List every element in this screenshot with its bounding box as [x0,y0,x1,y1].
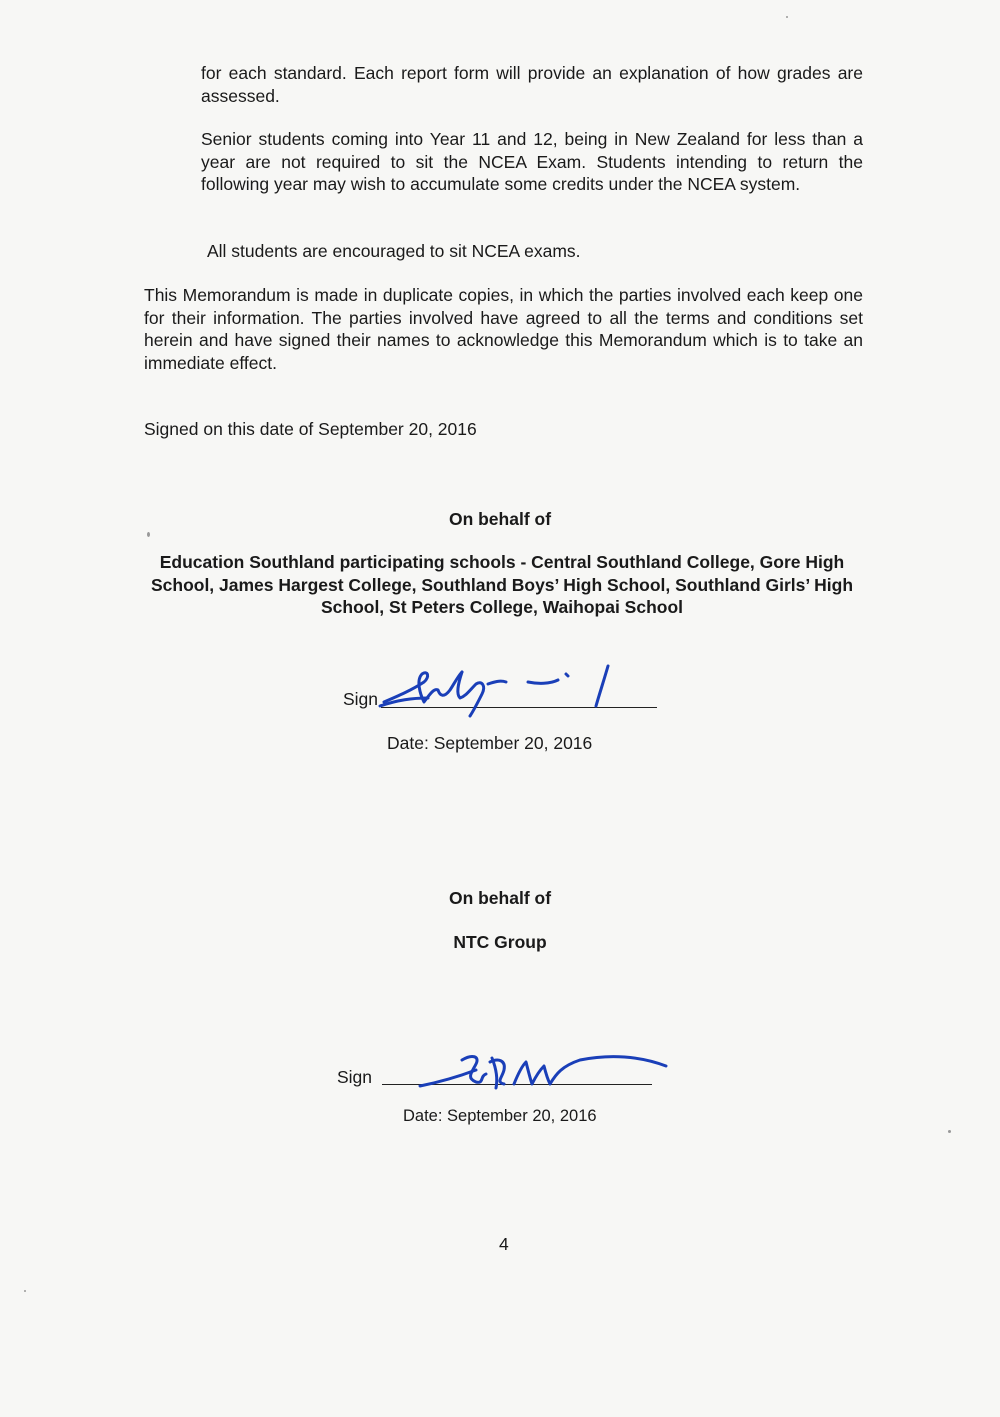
paragraph-ncea-exams: All students are encouraged to sit NCEA exams. [207,241,581,261]
party1-heading: On behalf of [448,509,552,529]
party2-heading: On behalf of [448,888,552,908]
paragraph-memorandum: This Memorandum is made in duplicate copies, in which the parties involved each keep one for their information. The parties involved have agreed to all the terms and conditions set herein and have signed their names to acknowledge this Memorandum which is to take an immediate effect. [144,285,863,373]
signed-date-line: Signed on this date of September 20, 2016 [144,419,477,439]
paper-speck [147,532,150,537]
party2-sign-label: Sign [337,1067,373,1087]
party2-name: NTC Group [453,932,547,952]
party2-signature [380,1040,670,1100]
party1-signature [378,650,638,720]
party2-date: Date: September 20, 2016 [403,1107,597,1125]
paragraph-report-form: for each standard. Each report form will provide an explanation of how grades are assessed. [201,63,863,106]
paper-speck [24,1290,26,1292]
paragraph-senior-students: Senior students coming into Year 11 and 12, being in New Zealand for less than a year are not required to sit the NCEA Exam. Students intending to return the following year may wish to accumulate some credits under the NCEA system. [201,129,863,194]
party1-name: Education Southland participating schools - Central Southland College, Gore High School, James Hargest College, Southland Boys’ High School, Southland Girls’ High School, St Peters College, Waihopai School [150,552,854,617]
page-number: 4 [499,1234,509,1254]
party1-sign-label: Sign [343,689,379,709]
party1-date: Date: September 20, 2016 [387,733,593,753]
paper-speck [948,1130,951,1133]
paper-speck [786,16,788,18]
